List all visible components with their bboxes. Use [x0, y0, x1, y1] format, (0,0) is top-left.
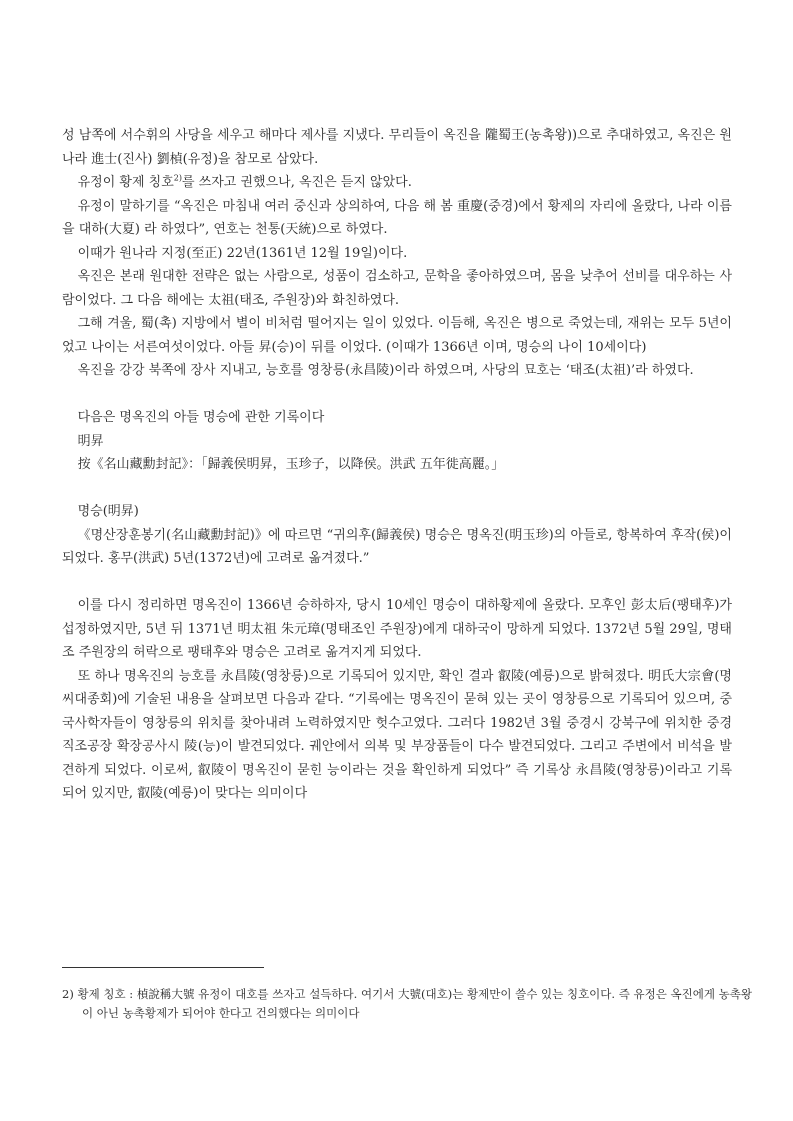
- footnote-divider: [62, 967, 264, 968]
- paragraph: 또 하나 명옥진의 능호를 永昌陵(영창릉)으로 기록되어 있지만, 확인 결과 叡陵(예릉)으로 밝혀졌다. 明氏大宗會(명씨대종회)에 기술된 내용을 살펴보면 다음과 같다. “기록에는 명옥진이 묻혀 있는 곳이 영창릉으로 기록되어 있으며, 중국사학자들이 영창릉의 위치를 찾아내려 노력하였지만 헛수고였다. 그러다 1982년 3월 중경시 강북구에 위치한 중경직조공장 확장공사시 陵(능)이 발견되었다. 궤안에서 의복 및 부장품들이 다수 발견되었다. 그리고 주변에서 비석을 발견하게 되었다. 이로써, 叡陵이 명옥진이 묻힌 능이라는 것을 확인하게 되었다” 즉 기록상 永昌陵(영창릉)이라고 기록되어 있지만, 叡陵(예릉)이 맞다는 의미이다: [62, 668, 732, 801]
- paragraph: 明昇: [77, 433, 104, 449]
- paragraph: 그해 겨울, 蜀(촉) 지방에서 별이 비처럼 떨어지는 일이 있었다. 이듬해, 옥진은 병으로 죽었는데, 재위는 모두 5년이었고 나이는 서른여섯이었다. 아들 昇(승)이 뒤를 이었다. (이때가 1366년 이며, 명승의 나이 10세이다): [62, 316, 732, 355]
- document-body: [62, 124, 732, 806]
- footnote: 2) 황제 칭호 : 楨說稱大號 유정이 대호를 쓰자고 설득하다. 여기서 大號(대호)는 황제만이 쓸수 있는 칭호이다. 즉 유정은 옥진에게 농촉왕이 아닌 농촉황제가 되어야 한다고 건의했다는 의미이다: [62, 986, 752, 1020]
- paragraph: 옥진을 강강 북쪽에 장사 지내고, 능호를 영창릉(永昌陵)이라 하였으며, 사당의 묘호는 ‘태조(太祖)’라 하였다.: [77, 363, 694, 378]
- paragraph: 옥진은 본래 원대한 전략은 없는 사람으로, 성품이 검소하고, 문학을 좋아하였으며, 몸을 낮추어 선비를 대우하는 사람이었다. 그 다음 해에는 太祖(태조, 주원장)와 화친하였다.: [62, 269, 732, 308]
- paragraph: 명승(明昇): [77, 504, 139, 519]
- paragraph: 이를 다시 정리하면 명옥진이 1366년 승하하자, 당시 10세인 명승이 대하황제에 올랐다. 모후인 彭太后(팽태후)가 섭정하였지만, 5년 뒤 1371년 明太祖 朱元璋(명태조인 주원장)에게 대하국이 망하게 되었다. 1372년 5월 29일, 명태조 주원장의 허락으로 팽태후와 명승은 고려로 옮겨지게 되었다.: [62, 598, 732, 660]
- paragraph-gap: [62, 571, 732, 595]
- paragraph: 성 남쪽에 서수휘의 사당을 세우고 해마다 제사를 지냈다. 무리들이 옥진을 隴蜀王(농촉왕))으로 추대하였고, 옥진은 원나라 進士(진사) 劉楨(유정)을 참모로 삼았다.: [62, 128, 732, 167]
- paragraph: 다음은 명옥진의 아들 명승에 관한 기록이다: [77, 410, 325, 425]
- paragraph: 유정이 말하기를 “옥진은 마침내 여러 중신과 상의하여, 다음 해 봄 重慶(중경)에서 황제의 자리에 올랐다, 나라 이름을 대하(大夏) 라 하였다”, 연호는 천통(天統)으로 하였다.: [62, 198, 732, 237]
- paragraph: 《명산장훈봉기(名山藏勳封記)》에 따르면 “귀의후(歸義侯) 명승은 명옥진(明玉珍)의 아들로, 항복하여 후작(侯)이 되었다. 홍무(洪武) 5년(1372년)에 고려로 옮겨졌다.”: [62, 527, 732, 566]
- footnote-ref: 2): [173, 173, 182, 183]
- paragraph: 按《名山藏勳封記》：「歸義侯明昇，玉珍子，以降侯。洪武 五年徙高麗。」: [77, 457, 505, 472]
- paragraph-gap: [62, 477, 732, 501]
- paragraph-gap: [62, 383, 732, 407]
- paragraph: 이때가 원나라 지정(至正) 22년(1361년 12월 19일)이다.: [77, 245, 408, 261]
- paragraph: 유정이 황제 칭호$^{2)}$를 쓰자고 권했으나, 옥진은 듣지 않았다.: [77, 173, 412, 190]
